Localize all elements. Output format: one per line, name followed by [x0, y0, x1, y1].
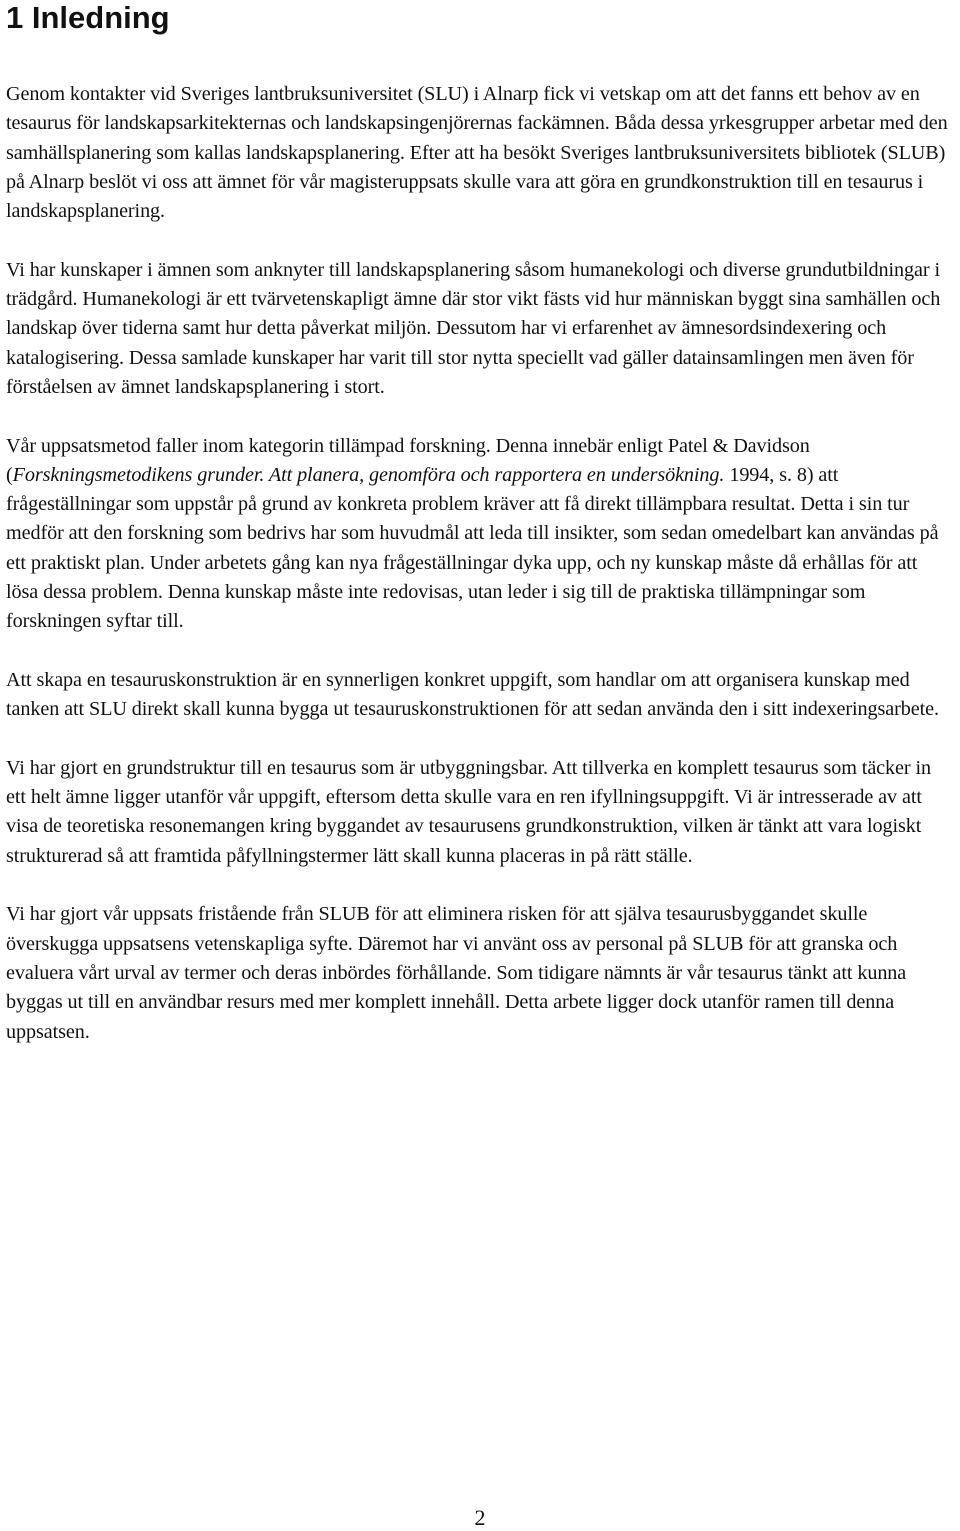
paragraph-4 — [6, 666, 954, 725]
paragraph-text: 1994, s. 8) att frågeställningar som uppstår på grund av konkreta problem kräver att få direkt tillämpbara resultat. Detta i sin tur medför att den forskning som bedrivs har som huvudmål att leda till insikter, som sedan omedelbart kan användas på ett praktiskt plan. Under arbetets gång kan nya frågeställningar dyka upp, och ny kunskap måste då erhållas för att lösa dessa problem. Denna kunskap måste inte redovisas, utan leder i sig till de praktiska tillämpningar som forskningen syftar till. — [6, 463, 939, 633]
paragraph-text: Vi har gjort vår uppsats fristående från SLUB för att eliminera risken för att själva tesaurusbyggandet skulle överskugga uppsatsens vetenskapliga syfte. Däremot har vi använt oss av personal på SLUB för att granska och evaluera vårt urval av termer och deras inbördes förhållande. Som tidigare nämnts är vår tesaurus tänkt att kunna byggas ut till en användbar resurs med mer komplett innehåll. Detta arbete ligger dock utanför ramen till denna uppsatsen. — [6, 903, 907, 1043]
paragraph-3 — [6, 432, 954, 637]
paragraph-2 — [6, 256, 954, 402]
page-number: 2 — [474, 1505, 486, 1530]
paragraph-text: Genom kontakter vid Sveriges lantbruksuniversitet (SLU) i Alnarp fick vi vetskap om att det fanns ett behov av en tesaurus för landskapsarkitekternas och landskapsingenjörernas fackämnen. Båda dessa yrkesgrupper arbetar med den samhällsplanering som kallas landskapsplanering. Efter att ha besökt Sveriges lantbruksuniversitets bibliotek (SLUB) på Alnarp beslöt vi oss att ämnet för vår magisteruppsats skulle vara att göra en grundkonstruktion till en tesaurus i landskapsplanering. — [6, 83, 948, 223]
body-text — [6, 80, 954, 1047]
paragraph-text: Att skapa en tesauruskonstruktion är en synnerligen konkret uppgift, som handlar om att organisera kunskap med tanken att SLU direkt skall kunna bygga ut tesauruskonstruktionen för att sedan använda den i sitt indexeringsarbete. — [6, 668, 939, 721]
paragraph-text: Vår uppsatsmetod faller inom kategorin tillämpad forskning. Denna innebär enligt Patel & Davidson ( — [6, 434, 810, 486]
section-heading: 1 Inledning — [6, 0, 170, 35]
paragraph-5 — [6, 754, 954, 871]
paragraph-6 — [6, 900, 954, 1046]
paragraph-text: Vi har kunskaper i ämnen som anknyter till landskapsplanering såsom humanekologi och diverse grundutbildningar i trädgård. Humanekologi är ett tvärvetenskapligt ämne där stor vikt fästs vid hur människan byggt sina samhällen och landskap över tiderna samt hur detta påverkat miljön. Dessutom har vi erfarenhet av ämnesordsindexering och katalogisering. Dessa samlade kunskaper har varit till stor nytta speciellt vad gäller datainsamlingen men även för förståelsen av ämnet landskapsplanering i stort. — [6, 258, 941, 398]
paragraph-1 — [6, 80, 954, 226]
paragraph-text: Vi har gjort en grundstruktur till en tesaurus som är utbyggningsbar. Att tillverka en komplett tesaurus som täcker in ett helt ämne ligger utanför vår uppgift, eftersom detta skulle vara en ren ifyllningsuppgift. Vi är intresserade av att visa de teoretiska resonemangen kring byggandet av tesaurusens grundkonstruktion, vilken är tänkt att vara logiskt strukturerad så att framtida påfyllningstermer lätt skall kunna placeras in på rätt ställe. — [6, 756, 931, 867]
book-title-citation: Forskningsmetodikens grunder. Att planera, genomföra och rapportera en undersökning. — [12, 463, 725, 486]
